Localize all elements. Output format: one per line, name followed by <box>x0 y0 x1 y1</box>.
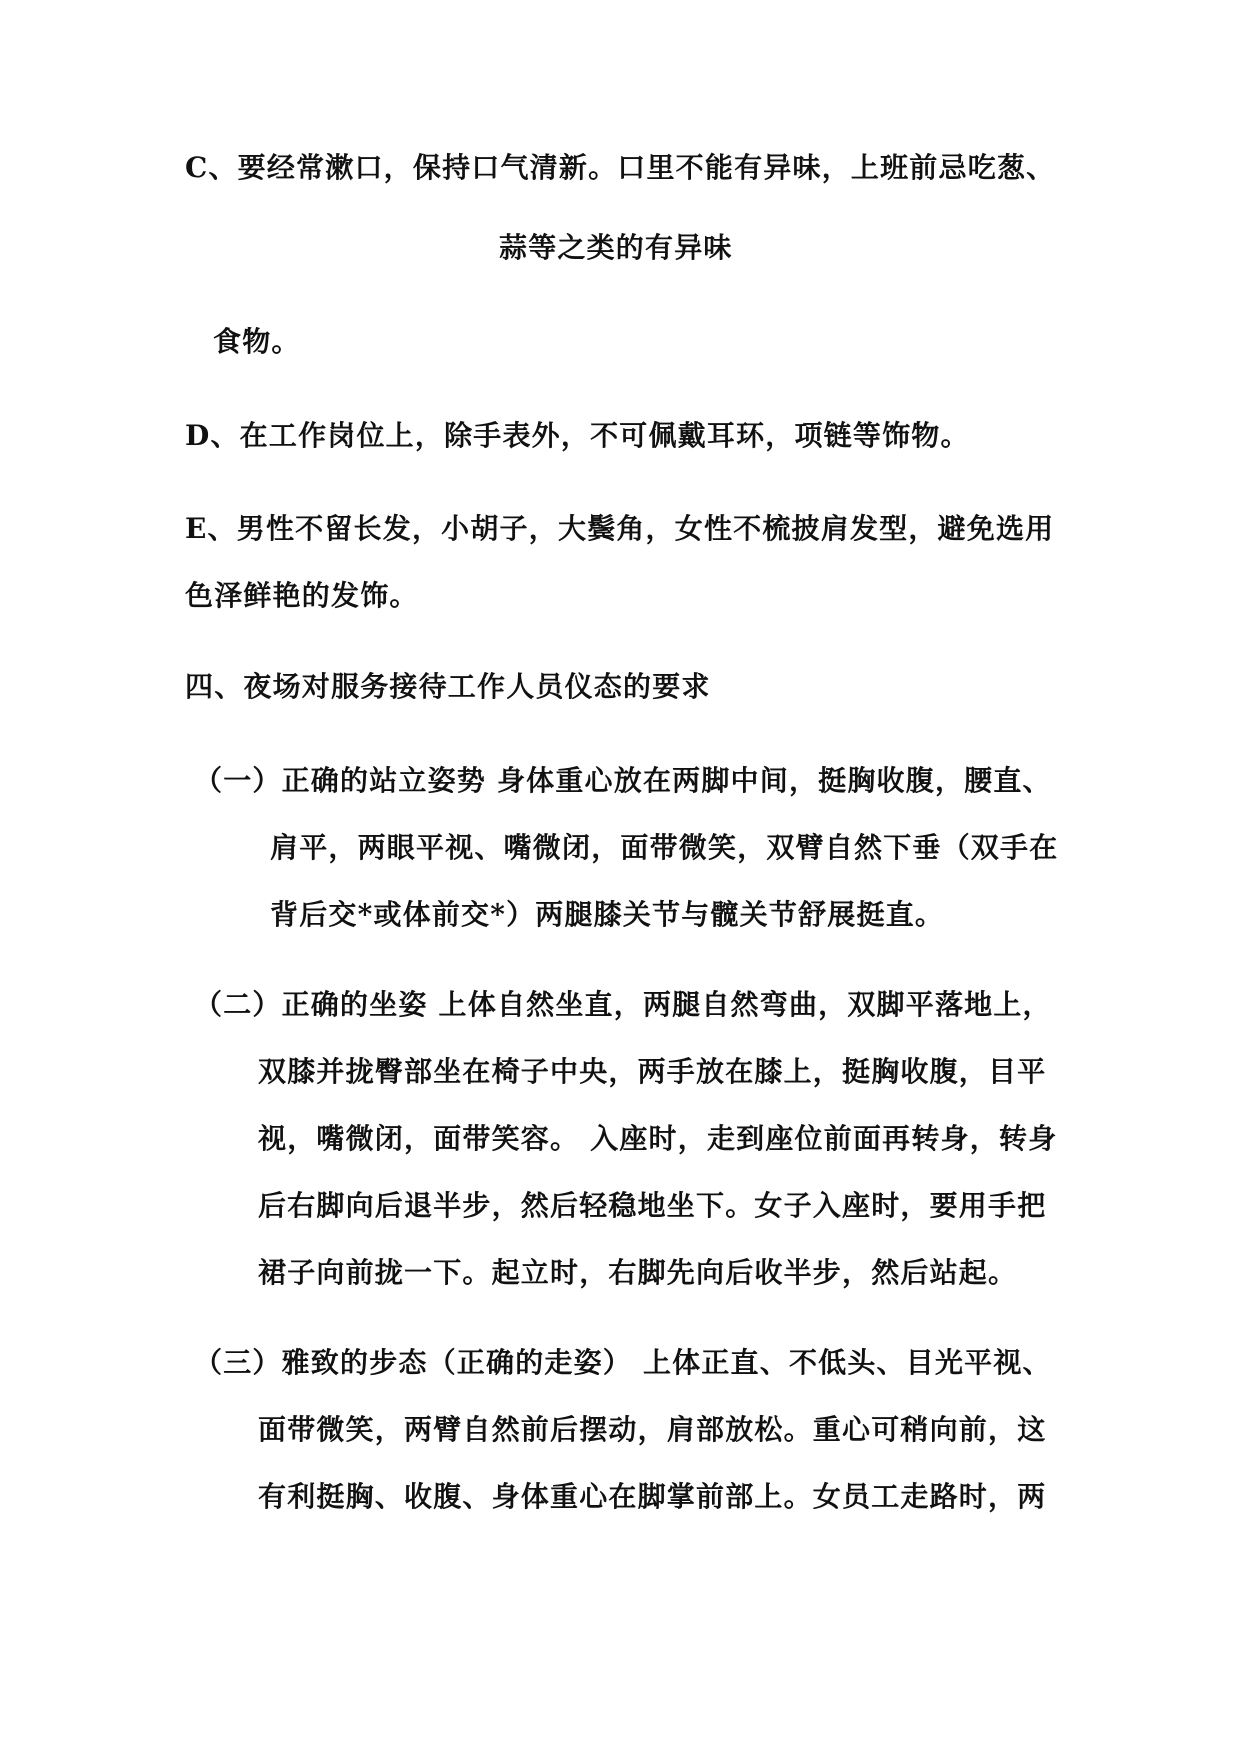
item-3-line-2: 面带微笑，两臂自然前后摆动，肩部放松。重心可稍向前，这 <box>258 1413 1047 1446</box>
item-2-line-1: （二）正确的坐姿 上体自然坐直，两腿自然弯曲，双脚平落地上， <box>194 988 1052 1021</box>
paragraph-c-line-3: 食物。 <box>213 325 301 358</box>
item-3-line-1: （三）雅致的步态（正确的走姿） 上体正直、不低头、目光平视、 <box>194 1346 1052 1379</box>
item-2-line-3: 视，嘴微闭，面带笑容。 入座时，走到座位前面再转身，转身 <box>258 1122 1058 1155</box>
section-heading: 四、夜场对服务接待工作人员仪态的要求 <box>185 670 711 703</box>
paragraph-d-line-1: D、在工作岗位上，除手表外，不可佩戴耳环，项链等饰物。 <box>185 419 970 452</box>
item-1-line-1: （一）正确的站立姿势 身体重心放在两脚中间，挺胸收腹，腰直、 <box>194 764 1052 797</box>
item-3-line-3: 有利挺胸、收腹、身体重心在脚掌前部上。女员工走路时，两 <box>258 1480 1047 1513</box>
paragraph-e-line-2: 色泽鲜艳的发饰。 <box>185 579 419 612</box>
item-2-line-4: 后右脚向后退半步，然后轻稳地坐下。女子入座时，要用手把 <box>258 1189 1047 1222</box>
item-1-line-2: 肩平，两眼平视、嘴微闭，面带微笑，双臂自然下垂（双手在 <box>270 831 1059 864</box>
item-2-line-2: 双膝并拢臀部坐在椅子中央，两手放在膝上，挺胸收腹，目平 <box>258 1055 1047 1088</box>
paragraph-e-line-1: E、男性不留长发，小胡子，大鬓角，女性不梳披肩发型，避免选用 <box>185 512 1055 545</box>
paragraph-c-line-1: C、要经常漱口，保持口气清新。口里不能有异味，上班前忌吃葱、 <box>185 151 1056 184</box>
paragraph-c-line-2: 蒜等之类的有异味 <box>499 231 733 264</box>
item-2-line-5: 裙子向前拢一下。起立时，右脚先向后收半步，然后站起。 <box>258 1256 1018 1289</box>
item-1-line-3: 背后交*或体前交*）两腿膝关节与髋关节舒展挺直。 <box>270 898 945 931</box>
